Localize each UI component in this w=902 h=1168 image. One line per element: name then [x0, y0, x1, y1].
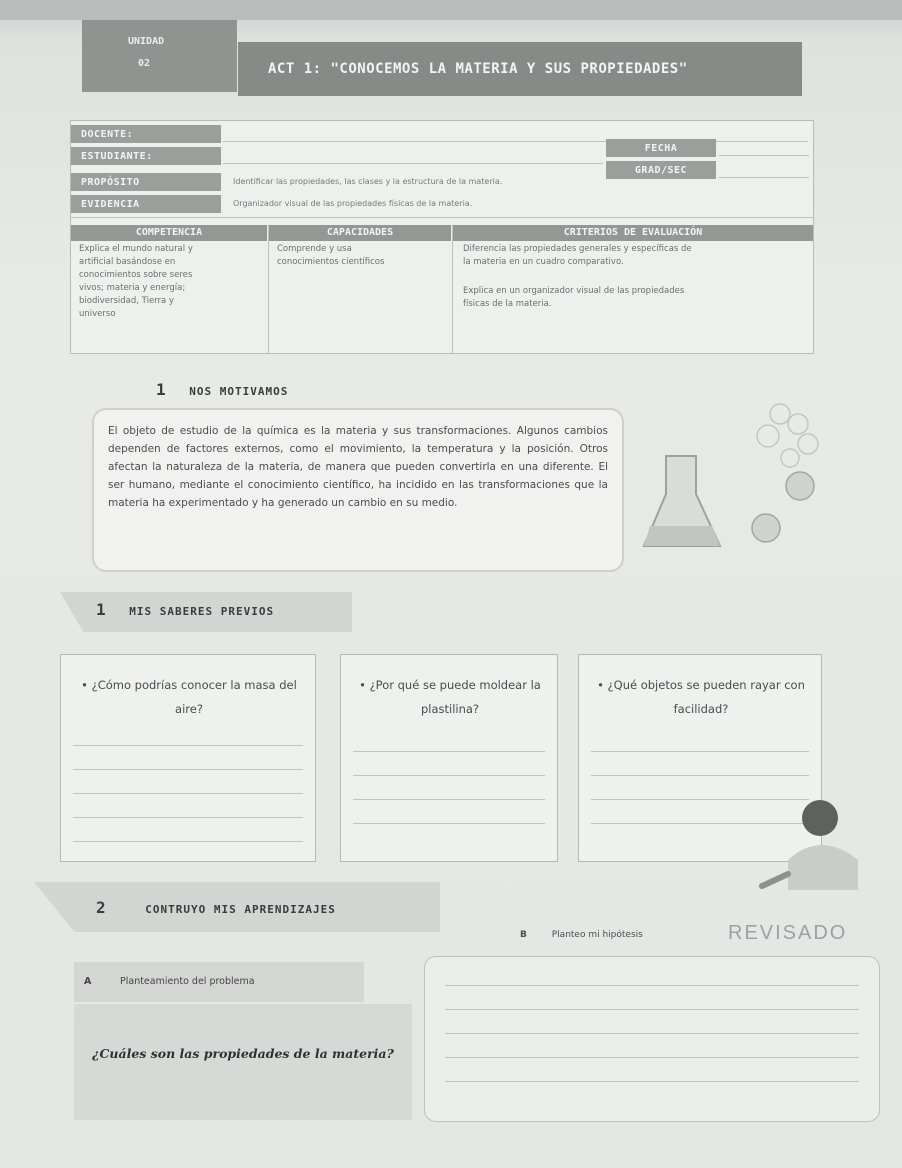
question-card-1: [60, 654, 316, 862]
motivation-box: [92, 408, 624, 572]
capacidades-text: [277, 243, 384, 269]
unit-number: 02: [138, 58, 151, 69]
competencia-line: artificial basándose en: [79, 257, 176, 267]
capacidades-header: CAPACIDADES: [269, 225, 451, 241]
b-label: Planteo mi hipótesis: [551, 930, 643, 940]
question-1-text: • ¿Cómo podrías conocer la masa del aire?: [81, 678, 297, 716]
answer-line[interactable]: [353, 751, 545, 752]
competencia-header: COMPETENCIA: [71, 225, 267, 241]
hypothesis-answer-box: [424, 956, 880, 1122]
question-card-2: [340, 654, 558, 862]
capacidades-line: conocimientos científicos: [277, 257, 385, 267]
grado-label: GRAD/SEC: [606, 161, 716, 179]
answer-line[interactable]: [73, 793, 303, 794]
a-letter: A: [84, 976, 92, 987]
estudiante-field-line[interactable]: [223, 163, 603, 164]
section-title: NOS MOTIVAMOS: [189, 385, 289, 398]
question-2-text: • ¿Por qué se puede moldear la plastilina?: [359, 678, 541, 716]
competencia-line: vivos; materia y energía;: [79, 283, 186, 293]
criterio-1-line: Diferencia las propiedades generales y específicas de: [463, 244, 692, 254]
estudiante-label: ESTUDIANTE:: [71, 147, 221, 165]
top-shadow-band: [0, 0, 902, 20]
answer-line[interactable]: [445, 985, 859, 986]
answer-line[interactable]: [353, 799, 545, 800]
section-2-heading: [96, 898, 336, 917]
saberes-heading: [96, 600, 274, 619]
section-number: 1: [96, 600, 106, 619]
proposito-label: PROPÓSITO: [71, 173, 221, 191]
grado-field-line[interactable]: [719, 177, 809, 178]
motivation-paragraph: El objeto de estudio de la química es la materia y sus transformaciones. Algunos cambios dependen de factores externos, como el movimiento, la temperatura y la posición. Otros afectan la naturaleza de la materia, de manera que pueden convertirla en una diferente. El ser humano, mediante el conocimiento científico, ha incidido en las transformaciones que la materia ha experimentado y ha generado un cambio en su medio.: [108, 425, 608, 509]
problem-question: ¿Cuáles son las propiedades de la materia?: [92, 1046, 394, 1061]
answer-line[interactable]: [445, 1009, 859, 1010]
section-title: MIS SABERES PREVIOS: [129, 605, 275, 618]
problem-box: [74, 1004, 412, 1120]
answer-line[interactable]: [445, 1081, 859, 1082]
student-figure-illustration: [748, 790, 878, 900]
problem-heading-box: [74, 962, 364, 1002]
section-number: 2: [96, 898, 106, 917]
capacidades-line: Comprende y usa: [277, 244, 352, 254]
answer-line[interactable]: [353, 775, 545, 776]
competencia-line: Explica el mundo natural y: [79, 244, 193, 254]
answer-line[interactable]: [591, 775, 809, 776]
docente-field-line[interactable]: [223, 141, 808, 142]
criterio-1: [463, 243, 692, 269]
unit-label: UNIDAD: [128, 36, 165, 47]
competencia-line: biodiversidad, Tierra y: [79, 296, 174, 306]
section-1-heading: [156, 380, 288, 399]
unit-badge: [82, 20, 237, 92]
criterio-2: [463, 285, 684, 311]
fecha-field-line[interactable]: [719, 155, 809, 156]
question-3-text: • ¿Qué objetos se pueden rayar con facilidad?: [597, 678, 805, 716]
proposito-text: Identificar las propiedades, las clases y la estructura de la materia.: [233, 177, 503, 186]
revisado-stamp: REVISADO: [728, 922, 848, 944]
criterios-header: CRITERIOS DE EVALUACIÓN: [453, 225, 813, 241]
section-title: CONTRUYO MIS APRENDIZAJES: [145, 903, 336, 916]
hypothesis-heading: [520, 930, 643, 940]
criterio-2-line: Explica en un organizador visual de las propiedades: [463, 286, 685, 296]
evidencia-text: Organizador visual de las propiedades físicas de la materia.: [233, 199, 473, 208]
info-table: [70, 120, 814, 354]
evidencia-label: EVIDENCIA: [71, 195, 221, 213]
section-number: 1: [156, 380, 166, 399]
column-divider: [452, 225, 453, 353]
criterio-1-line: la materia en un cuadro comparativo.: [463, 257, 624, 267]
answer-line[interactable]: [73, 769, 303, 770]
answer-line[interactable]: [445, 1033, 859, 1034]
b-letter: B: [520, 930, 527, 940]
activity-title: ACT 1: "CONOCEMOS LA MATERIA Y SUS PROPIEDADES": [238, 42, 802, 96]
criterio-2-line: físicas de la materia.: [463, 299, 552, 309]
column-divider: [268, 225, 269, 353]
row-divider: [71, 217, 813, 218]
answer-line[interactable]: [73, 841, 303, 842]
competencia-text: [79, 243, 193, 321]
answer-line[interactable]: [73, 745, 303, 746]
answer-line[interactable]: [591, 751, 809, 752]
answer-line[interactable]: [353, 823, 545, 824]
docente-label: DOCENTE:: [71, 125, 221, 143]
a-label: Planteamiento del problema: [120, 976, 255, 987]
lab-flask-illustration: [640, 396, 840, 566]
fecha-label: FECHA: [606, 139, 716, 157]
answer-line[interactable]: [73, 817, 303, 818]
competencia-line: universo: [79, 309, 116, 319]
competencia-line: conocimientos sobre seres: [79, 270, 193, 280]
answer-line[interactable]: [445, 1057, 859, 1058]
